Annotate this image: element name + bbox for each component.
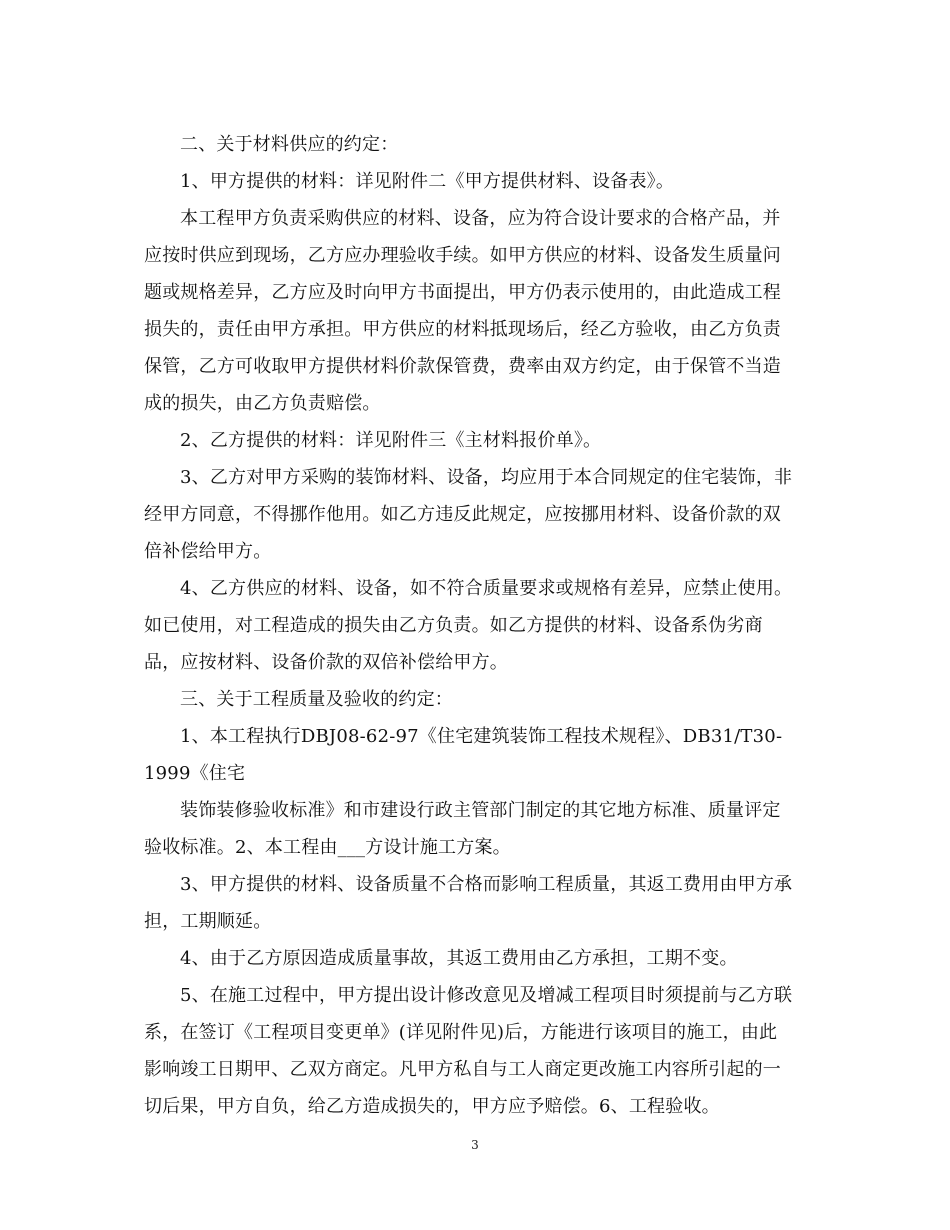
text-line: 本工程甲方负责采购供应的材料、设备，应为符合设计要求的合格产品，并 <box>180 208 781 229</box>
text-line: 1、本工程执行DBJ08-62-97《住宅建筑装饰工程技术规程》、DB31/T30- <box>180 726 783 747</box>
text-line: 1、甲方提供的材料：详见附件二《甲方提供材料、设备表》。 <box>180 171 675 192</box>
text-line: 倍补偿给甲方。 <box>144 541 272 562</box>
text-line: 4、由于乙方原因造成质量事故，其返工费用由乙方承担，工期不变。 <box>180 948 738 969</box>
text-line: 装饰装修验收标准》和市建设行政主管部门制定的其它地方标准、质量评定 <box>180 800 781 821</box>
text-line: 3、甲方提供的材料、设备质量不合格而影响工程质量，其返工费用由甲方承 <box>180 874 793 895</box>
text-line: 题或规格差异，乙方应及时向甲方书面提出，甲方仍表示使用的，由此造成工程 <box>144 282 781 303</box>
page-number: 3 <box>471 1138 479 1152</box>
text-line: 损失的，责任由甲方承担。甲方供应的材料抵现场后，经乙方验收，由乙方负责 <box>144 319 781 340</box>
text-line: 影响竣工日期甲、乙双方商定。凡甲方私自与工人商定更改施工内容所引起的一 <box>144 1059 781 1080</box>
text-line: 切后果，甲方自负，给乙方造成损失的，甲方应予赔偿。6、工程验收。 <box>144 1096 720 1117</box>
text-line: 如已使用，对工程造成的损失由乙方负责。如乙方提供的材料、设备系伪劣商 <box>144 615 763 636</box>
text-line: 2、乙方提供的材料：详见附件三《主材料报价单》。 <box>180 430 602 451</box>
text-line: 二、关于材料供应的约定： <box>180 134 399 155</box>
text-line: 保管，乙方可收取甲方提供材料价款保管费，费率由双方约定，由于保管不当造 <box>144 356 781 377</box>
text-line: 三、关于工程质量及验收的约定： <box>180 689 453 710</box>
text-line: 品，应按材料、设备价款的双倍补偿给甲方。 <box>144 652 508 673</box>
text-line: 1999《住宅 <box>144 763 246 784</box>
text-line: 验收标准。2、本工程由___方设计施工方案。 <box>144 837 511 858</box>
text-line: 4、乙方供应的材料、设备，如不符合质量要求或规格有差异，应禁止使用。 <box>180 578 793 599</box>
text-line: 应按时供应到现场，乙方应办理验收手续。如甲方供应的材料、设备发生质量问 <box>144 245 781 266</box>
text-line: 3、乙方对甲方采购的装饰材料、设备，均应用于本合同规定的住宅装饰，非 <box>180 467 793 488</box>
text-line: 担，工期顺延。 <box>144 911 272 932</box>
text-line: 5、在施工过程中，甲方提出设计修改意见及增减工程项目时须提前与乙方联 <box>180 985 793 1006</box>
text-line: 系，在签订《工程项目变更单》(详见附件见)后，方能进行该项目的施工，由此 <box>144 1022 778 1043</box>
text-line: 成的损失，由乙方负责赔偿。 <box>144 393 381 414</box>
text-line: 经甲方同意，不得挪作他用。如乙方违反此规定，应按挪用材料、设备价款的双 <box>144 504 781 525</box>
